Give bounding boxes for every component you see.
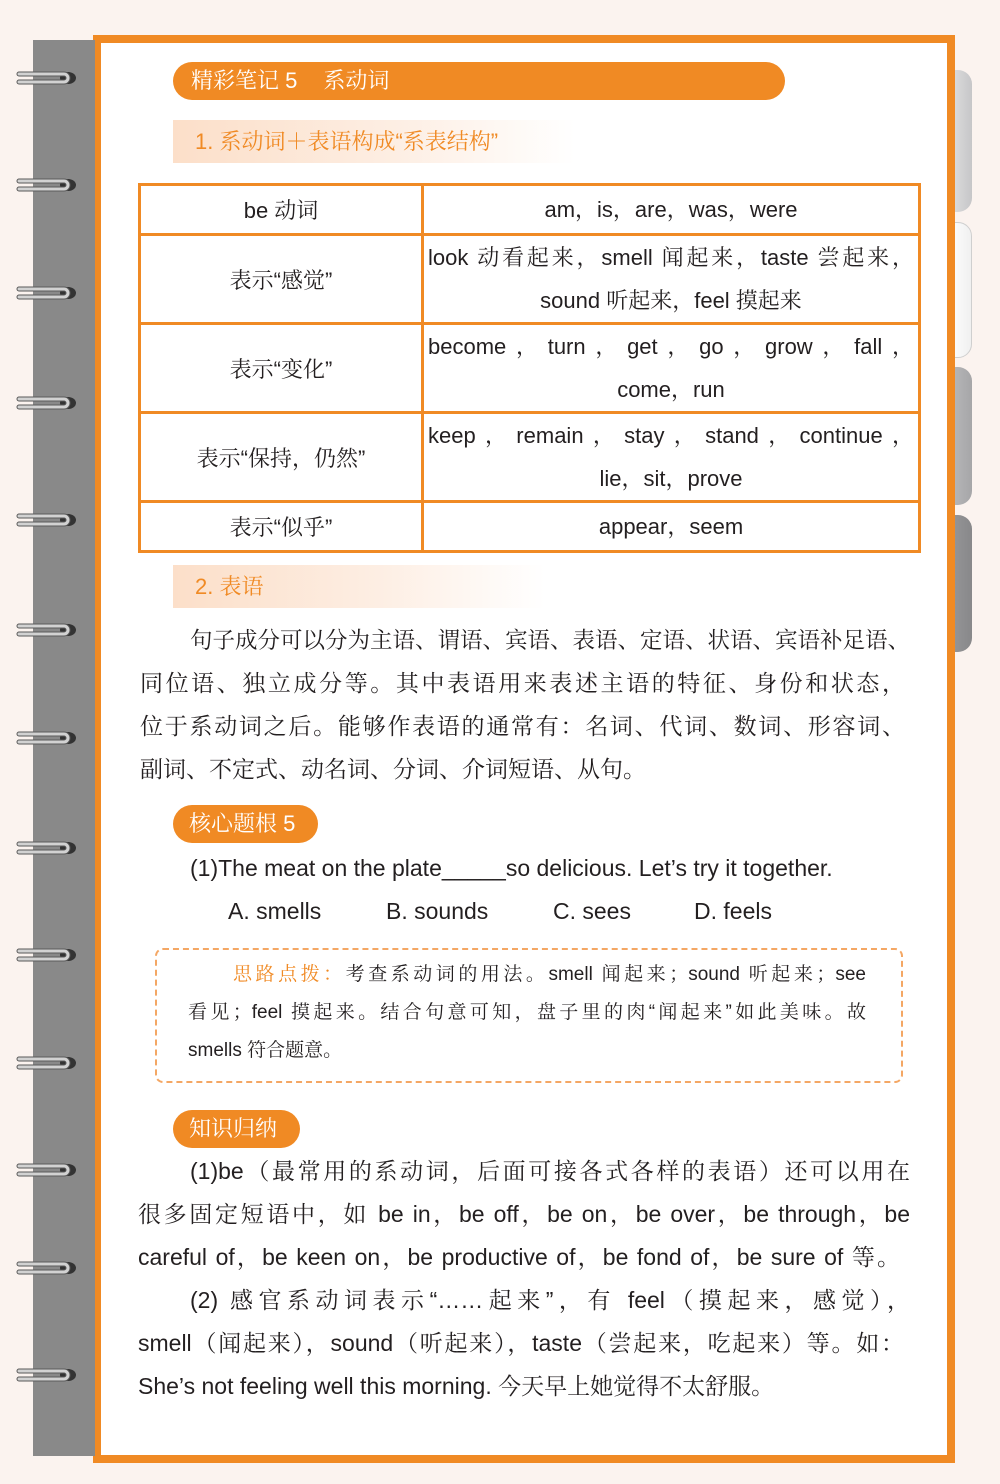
paragraph-line: 句子成分可以分为主语、谓语、宾语、表语、定语、状语、宾语补足语、: [190, 628, 910, 653]
table-row: [140, 502, 920, 552]
question-text: (1)The meat on the plate_____so delicious. Let’s try it together.: [190, 855, 833, 881]
option-a: A. smells: [228, 898, 322, 924]
table-row: [140, 324, 920, 413]
category-cell: be 动词: [140, 185, 423, 235]
note-header: [173, 62, 785, 100]
words-line: am，is，are，was，were: [544, 197, 798, 222]
binding-ring: [14, 66, 80, 90]
category-cell: 表示“保持，仍然”: [140, 413, 423, 502]
table-row: [140, 235, 920, 324]
summary-line: careful of，be keen on，be productive of，be fond of，be sure of 等。: [138, 1244, 900, 1270]
words-line: sound 听起来，feel 摸起来: [540, 288, 802, 313]
hint-line: smells 符合题意。: [188, 1040, 343, 1061]
table-row: [140, 185, 920, 235]
section-2-paragraph: [140, 619, 910, 791]
binding-ring: [14, 508, 80, 532]
words-line: come，run: [617, 377, 725, 402]
summary-line: She’s not feeling well this morning. 今天早上她觉得不太舒服。: [138, 1373, 775, 1399]
binding-ring: [14, 173, 80, 197]
paragraph-line: 副词、不定式、动名词、分词、介词短语、从句。: [140, 756, 646, 782]
binding-ring: [14, 391, 80, 415]
words-cell: [423, 185, 920, 235]
summary-badge: 知识归纳: [173, 1110, 300, 1148]
binding-ring: [14, 281, 80, 305]
linking-verb-table: [138, 183, 921, 553]
words-cell: [423, 413, 920, 502]
hint-line-text: 考查系动词的用法。smell 闻起来；sound 听起来；see: [345, 964, 866, 985]
summary-line: (1)be（最常用的系动词，后面可接各式各样的表语）还可以用在: [190, 1158, 910, 1184]
note-number: 精彩笔记 5: [191, 68, 298, 93]
note-title: 系动词: [323, 68, 390, 93]
paragraph-line: 同位语、独立成分等。其中表语用来表述主语的特征、身份和状态，: [140, 670, 905, 696]
hint-text: [188, 956, 866, 1070]
option-d: D. feels: [694, 898, 772, 924]
summary-line: (2) 感官系动词表示“……起来”，有 feel（摸起来，感觉），: [190, 1287, 910, 1313]
binding-ring: [14, 726, 80, 750]
section-2-heading: 2. 表语: [173, 565, 545, 608]
words-line: keep，remain，stay，stand，continue，: [428, 423, 914, 448]
summary-paragraph: [138, 1150, 910, 1408]
words-cell: [423, 324, 920, 413]
core-question-badge: 核心题根 5: [173, 805, 318, 843]
words-line: become，turn，get，go，grow，fall，: [428, 334, 914, 359]
section-1-heading: 1. 系动词＋表语构成“系表结构”: [173, 120, 575, 163]
summary-line: 很多固定短语中，如 be in，be off，be on，be over，be through，be: [138, 1201, 910, 1227]
binding-ring: [14, 836, 80, 860]
paragraph-line: 位于系动词之后。能够作表语的通常有：名词、代词、数词、形容词、: [140, 713, 905, 739]
table-row: [140, 413, 920, 502]
binding-ring: [14, 1363, 80, 1387]
words-cell: [423, 502, 920, 552]
option-c: C. sees: [553, 898, 631, 924]
hint-line: [233, 956, 866, 994]
linking-verb-table-wrap: [138, 183, 921, 553]
category-cell: 表示“感觉”: [140, 235, 423, 324]
category-cell: 表示“似乎”: [140, 502, 423, 552]
option-b: B. sounds: [386, 898, 489, 924]
words-cell: [423, 235, 920, 324]
binding-ring: [14, 943, 80, 967]
hint-label: 思路点拨：: [233, 964, 346, 985]
words-line: look 动看起来，smell 闻起来，taste 尝起来，: [428, 245, 914, 270]
binding-ring: [14, 618, 80, 642]
summary-line: smell（闻起来），sound（听起来），taste（尝起来，吃起来）等。如：: [138, 1330, 904, 1356]
binding-ring: [14, 1051, 80, 1075]
words-line: lie，sit，prove: [599, 466, 743, 491]
hint-line: 看见；feel 摸起来。结合句意可知，盘子里的肉“闻起来”如此美味。故: [188, 1002, 866, 1023]
words-line: appear，seem: [598, 514, 744, 539]
binding-ring: [14, 1158, 80, 1182]
category-cell: 表示“变化”: [140, 324, 423, 413]
binding-ring: [14, 1256, 80, 1280]
